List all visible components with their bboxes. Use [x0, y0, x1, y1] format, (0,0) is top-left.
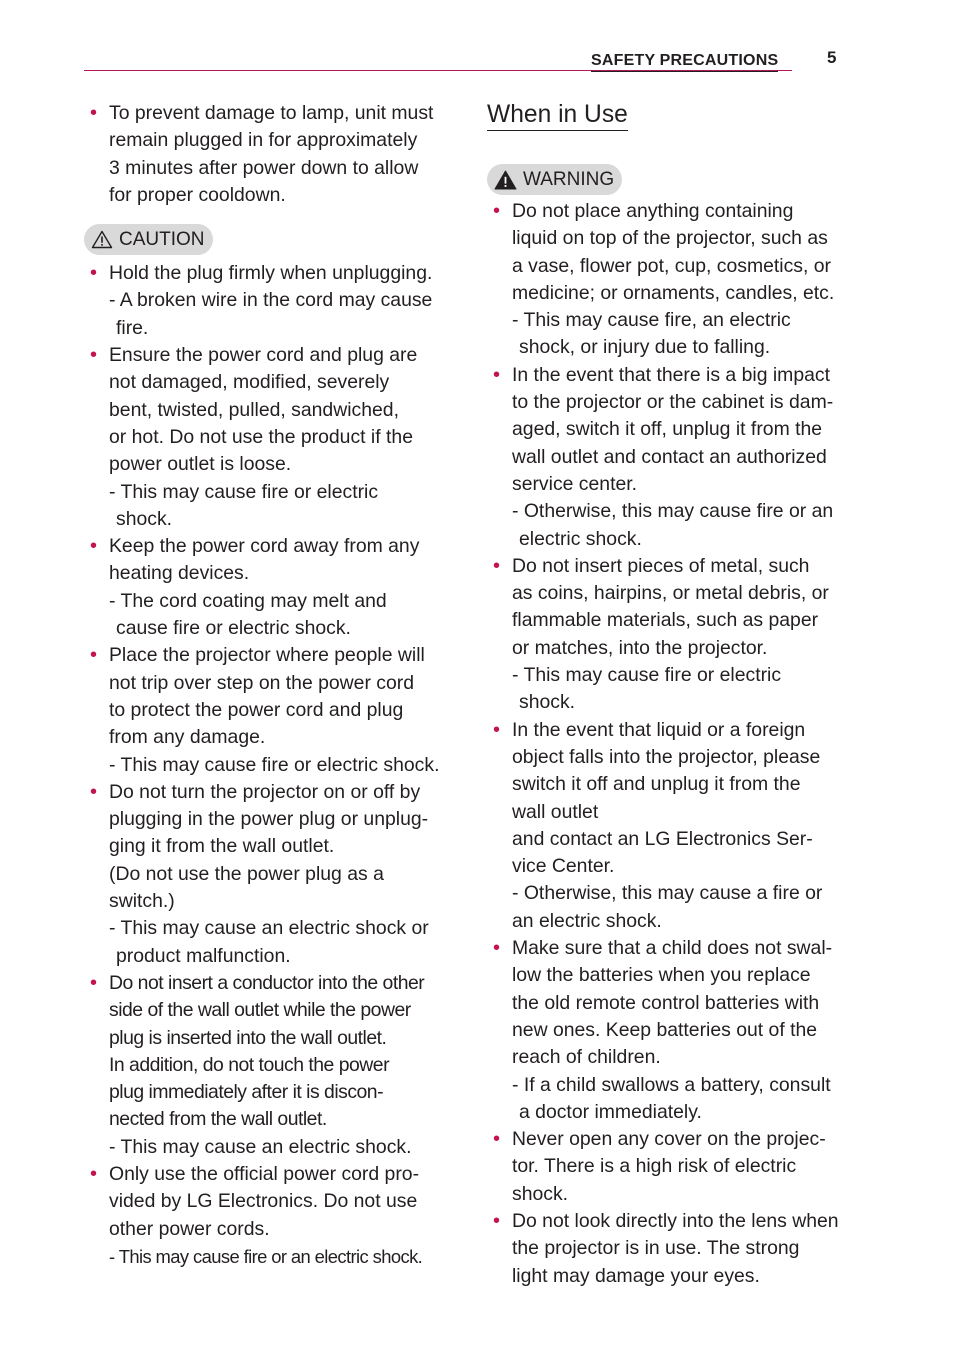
note-text: [84, 915, 436, 970]
text-line: - Otherwise, this may cause a fire or: [512, 882, 823, 905]
note-text: [487, 662, 839, 717]
note-line: - This may cause fire or an electric shock.: [109, 1245, 423, 1267]
warning-filled-triangle-icon: [494, 170, 517, 190]
text-line: ging it from the wall outlet.: [109, 835, 335, 858]
text-line: wall outlet: [512, 800, 599, 823]
text-line: not trip over step on the power cord: [109, 671, 415, 694]
note-line: cause fire or electric shock.: [116, 617, 351, 640]
list-item: [487, 935, 839, 1071]
text-line: Never open any cover on the projec-: [512, 1128, 826, 1151]
text-line: plugging in the power plug or unplug-: [109, 808, 429, 831]
text-line: heating devices.: [109, 562, 250, 585]
text-line: Hold the plug firmly when unplugging.: [109, 262, 433, 285]
text-line: In the event that there is a big impact: [512, 363, 830, 386]
text-line: or matches, into the projector.: [512, 636, 768, 659]
list-item: [84, 642, 436, 751]
text-line: switch.): [109, 890, 175, 913]
note-line: - A broken wire in the cord may cause: [109, 289, 433, 312]
section-heading: When in Use: [487, 100, 628, 131]
text-line: plug is inserted into the wall outlet.: [109, 1026, 387, 1049]
text-line: wall outlet and contact an authorized: [512, 445, 827, 468]
note-line: - This may cause an electric shock.: [109, 1135, 412, 1158]
text-line: bent, twisted, pulled, sandwiched,: [109, 398, 399, 421]
text-line: shock.: [512, 1182, 569, 1205]
note-line: - This may cause fire or electric: [109, 480, 379, 503]
bullet-icon: •: [90, 102, 98, 124]
note-line: product malfunction.: [116, 944, 291, 967]
note-line: - If a child swallows a battery, consult: [512, 1073, 831, 1096]
note-line: - This may cause fire or electric: [512, 664, 782, 687]
text-line: an electric shock.: [512, 909, 662, 932]
list-item: [84, 342, 436, 478]
text-line: a vase, flower pot, cup, cosmetics, or: [512, 254, 831, 277]
note-text: [84, 752, 440, 779]
text-line: from any damage.: [109, 726, 266, 749]
list-item: [84, 260, 436, 287]
list-item: [487, 362, 839, 498]
text-line: liquid on top of the projector, such as: [512, 227, 828, 250]
note-line: - The cord coating may melt and: [109, 589, 387, 612]
text-line: or hot. Do not use the product if the: [109, 425, 413, 448]
text-line: for proper cooldown.: [109, 183, 286, 206]
note-text: [487, 307, 839, 362]
warning-badge: [487, 164, 622, 195]
note-text: [84, 588, 436, 643]
list-item: [487, 1126, 839, 1208]
caution-badge: [84, 224, 213, 255]
text-line: reach of children.: [512, 1046, 661, 1069]
text-line: light may damage your eyes.: [512, 1264, 760, 1287]
text-line: medicine; or ornaments, candles, etc.: [512, 281, 835, 304]
text-line: Do not turn the projector on or off by: [109, 780, 421, 803]
bullet-icon: •: [90, 344, 98, 367]
text-line: vided by LG Electronics. Do not use: [109, 1190, 418, 1213]
text-line: Do not insert pieces of metal, such: [512, 554, 810, 577]
text-line: Make sure that a child does not swal-: [512, 937, 833, 960]
note-line: - This may cause an electric shock or: [109, 917, 429, 940]
bullet-icon: •: [90, 971, 98, 994]
list-item: [84, 1161, 436, 1243]
note-text: [84, 1134, 436, 1161]
note-text: [487, 1072, 839, 1127]
text-line: switch it off and unplug it from the: [512, 773, 801, 796]
note-line: shock, or injury due to falling.: [519, 336, 771, 359]
list-item: [84, 779, 436, 915]
note-line: fire.: [116, 316, 149, 339]
text-line: Do not insert a conductor into the other: [109, 971, 425, 994]
list-item: [487, 553, 839, 662]
text-line: 3 minutes after power down to allow: [109, 156, 419, 179]
note-line: a doctor immediately.: [519, 1100, 702, 1123]
note-line: shock.: [116, 507, 173, 530]
bullet-icon: •: [493, 1209, 501, 1232]
text-line: new ones. Keep batteries out of the: [512, 1018, 818, 1041]
bullet-icon: •: [90, 262, 98, 285]
text-line: and contact an LG Electronics Ser-: [512, 827, 813, 850]
note-line: - Otherwise, this may cause fire or an: [512, 500, 834, 523]
bullet-icon: •: [493, 1128, 501, 1151]
bullet-icon: •: [493, 363, 501, 386]
text-line: side of the wall outlet while the power: [109, 999, 411, 1022]
text-line: nected from the wall outlet.: [109, 1108, 327, 1131]
text-line: tor. There is a high risk of electric: [512, 1155, 797, 1178]
text-line: aged, switch it off, unplug it from the: [512, 418, 823, 441]
bullet-icon: •: [493, 937, 501, 960]
text-line: In addition, do not touch the power: [109, 1053, 390, 1076]
text-line: In the event that liquid or a foreign: [512, 718, 806, 741]
bullet-icon: •: [493, 200, 501, 222]
text-line: To prevent damage to lamp, unit must: [109, 102, 434, 124]
note-line: - This may cause fire or electric shock.: [109, 753, 440, 776]
bullet-icon: •: [90, 535, 98, 558]
list-item: [487, 1208, 839, 1290]
text-line: Only use the official power cord pro-: [109, 1162, 420, 1185]
caution-list: [84, 260, 440, 1270]
text-line: other power cords.: [109, 1217, 270, 1240]
text-line: not damaged, modified, severely: [109, 371, 390, 394]
section-label: SAFETY PRECAUTIONS: [591, 52, 778, 72]
text-line: to protect the power cord and plug: [109, 698, 404, 721]
note-line: electric shock.: [519, 527, 642, 550]
bullet-icon: •: [493, 718, 501, 741]
text-line: remain plugged in for approximately: [109, 129, 418, 152]
note-text: [84, 479, 436, 534]
text-line: Do not place anything containing: [512, 200, 794, 222]
note-text: [84, 287, 436, 342]
caution-label: CAUTION: [119, 229, 205, 251]
page-number: 5: [827, 48, 837, 67]
text-line: the old remote control batteries with: [512, 991, 820, 1014]
text-line: plug immediately after it is discon-: [109, 1081, 384, 1104]
text-line: to the projector or the cabinet is dam-: [512, 391, 834, 414]
text-line: power outlet is loose.: [109, 453, 292, 476]
list-item: [84, 533, 436, 588]
bullet-icon: •: [90, 644, 98, 667]
text-line: the projector is in use. The strong: [512, 1237, 800, 1260]
note-text: [84, 1243, 436, 1270]
text-line: Place the projector where people will: [109, 644, 425, 667]
text-line: vice Center.: [512, 855, 615, 878]
note-text: [487, 498, 839, 553]
text-line: Do not look directly into the lens when: [512, 1209, 839, 1232]
list-item: [487, 717, 839, 935]
text-line: service center.: [512, 472, 638, 495]
text-line: flammable materials, such as paper: [512, 609, 819, 632]
list-item: [84, 100, 436, 209]
caution-outline-triangle-icon: [91, 230, 113, 249]
right-column: [487, 100, 839, 1290]
note-line: - This may cause fire, an electric: [512, 309, 791, 332]
bullet-icon: •: [493, 554, 501, 577]
text-line: (Do not use the power plug as a: [109, 862, 384, 885]
note-line: shock.: [519, 691, 576, 714]
list-item: [487, 198, 839, 307]
text-line: as coins, hairpins, or metal debris, or: [512, 582, 829, 605]
text-line: object falls into the projector, please: [512, 745, 821, 768]
left-column: [84, 100, 440, 1270]
bullet-icon: •: [90, 1162, 98, 1185]
text-line: Keep the power cord away from any: [109, 535, 420, 558]
warning-label: WARNING: [523, 168, 615, 190]
list-item: [84, 970, 436, 1134]
text-line: low the batteries when you replace: [512, 964, 811, 987]
text-line: Ensure the power cord and plug are: [109, 344, 418, 367]
warning-list: [487, 198, 839, 1290]
bullet-icon: •: [90, 780, 98, 803]
